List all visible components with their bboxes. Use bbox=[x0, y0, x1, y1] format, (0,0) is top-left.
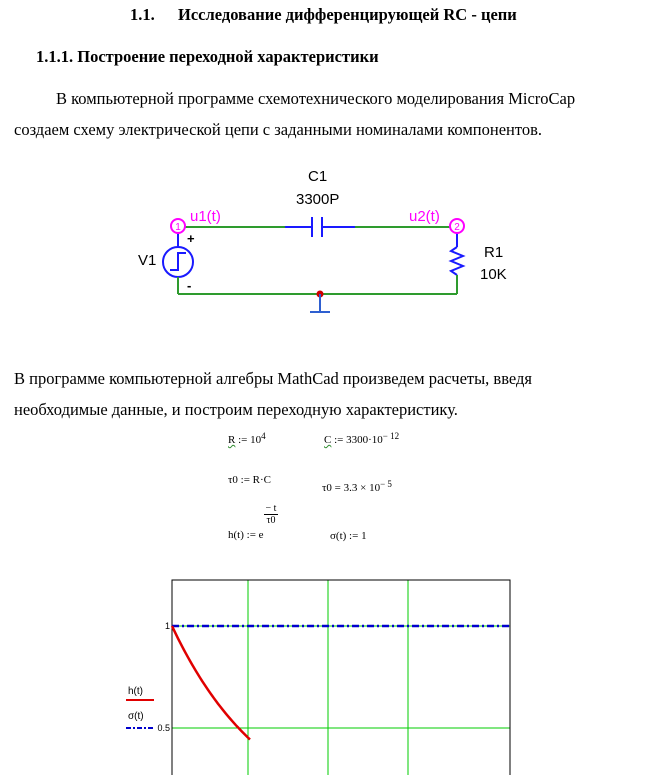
math-c-definition bbox=[324, 431, 400, 446]
chart-frame bbox=[172, 580, 510, 775]
section-number: 1.1. bbox=[130, 5, 155, 24]
source-name: V1 bbox=[138, 252, 157, 269]
transient-chart bbox=[100, 578, 520, 775]
math-r-exponent: 4 bbox=[261, 431, 266, 441]
math-tau-definition: τ0 := R·C bbox=[228, 474, 272, 486]
capacitor-name: C1 bbox=[308, 168, 328, 185]
series-h-line bbox=[172, 626, 250, 740]
subsection-heading: 1.1.1. Построение переходной характеристики bbox=[36, 47, 379, 66]
math-r-symbol: R bbox=[228, 434, 236, 446]
pin-2-label: 2 bbox=[454, 222, 460, 233]
math-sigma-definition: σ(t) := 1 bbox=[330, 530, 367, 542]
y-tick-label: 1 bbox=[164, 621, 170, 631]
math-h-numerator: − t bbox=[265, 503, 277, 514]
math-tau-exponent: − 5 bbox=[380, 479, 392, 489]
math-h-denominator: τ0 bbox=[266, 515, 276, 526]
resistor-value: 10K bbox=[480, 266, 507, 283]
math-r-value: := 10 bbox=[235, 434, 262, 446]
resistor-icon bbox=[451, 247, 463, 275]
node-2-label: u2(t) bbox=[409, 208, 440, 225]
chart-grid bbox=[172, 580, 510, 775]
math-tau-result bbox=[322, 479, 392, 494]
legend-sigma-label: σ(t) bbox=[128, 711, 144, 722]
math-c-value: := 3300·10 bbox=[331, 434, 383, 446]
section-title: Исследование дифференцирующей RC - цепи bbox=[178, 5, 517, 24]
resistor-name: R1 bbox=[484, 244, 504, 261]
math-h-exponent bbox=[264, 503, 279, 526]
pin-1-label: 1 bbox=[175, 222, 181, 233]
capacitor-value: 3300P bbox=[296, 191, 340, 208]
plus-sign: + bbox=[187, 231, 195, 246]
step-symbol-icon bbox=[170, 253, 186, 270]
math-h-lhs: h(t) := e bbox=[228, 529, 264, 541]
circuit-schematic bbox=[0, 0, 666, 360]
math-c-symbol: C bbox=[324, 434, 332, 446]
chart-ticks bbox=[157, 621, 170, 733]
math-tau-value: τ0 = 3.3 × 10 bbox=[322, 482, 381, 494]
math-c-exponent: − 12 bbox=[382, 431, 400, 441]
paragraph-line: необходимые данные, и построим переходную характеристику. bbox=[14, 400, 458, 419]
legend-h-label: h(t) bbox=[128, 686, 143, 697]
paragraph-line: В компьютерной программе схемотехнического моделирования MicroCap bbox=[56, 89, 576, 108]
y-tick-label: 0.5 bbox=[157, 723, 170, 733]
node-1-label: u1(t) bbox=[190, 208, 221, 225]
minus-sign: - bbox=[187, 278, 192, 293]
math-h-definition bbox=[228, 503, 278, 541]
paragraph-line: создаем схему электрической цепи с заданными номиналами компонентов. bbox=[14, 120, 543, 139]
paragraph-line: В программе компьютерной алгебры MathCad произведем расчеты, введя bbox=[14, 369, 533, 388]
math-r-definition bbox=[228, 431, 266, 446]
